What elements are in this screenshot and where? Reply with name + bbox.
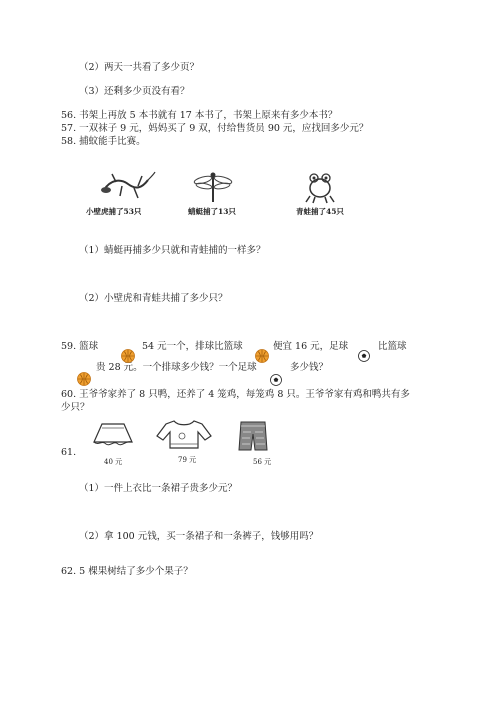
question-60-line1: 60. 王爷爷家养了 8 只鸭，还养了 4 笼鸡，每笼鸡 8 只。王爷爷家有鸡和鸭共有多 — [61, 389, 410, 400]
dragonfly-caption: 蜻蜓捕了13只 — [188, 207, 236, 216]
question-62: 62. 5 棵果树结了多少个果子？ — [61, 566, 193, 577]
pants-illustration — [238, 420, 268, 452]
basketball-icon — [121, 349, 135, 363]
q55-sub2: （2）两天一共看了多少页？ — [79, 62, 200, 73]
basketball-icon — [77, 372, 91, 386]
shirt-price: 79 元 — [178, 456, 197, 464]
question-57: 57. 一双袜子 9 元，妈妈买了 9 双，付给售货员 90 元，应找回多少元？ — [61, 123, 369, 134]
question-58-sub2: （2）小壁虎和青蛙共捕了多少只？ — [79, 293, 228, 304]
question-61-sub2: （2）拿 100 元钱，买一条裙子和一条裤子，钱够用吗？ — [79, 531, 319, 542]
q55-sub3: （3）还剩多少页没有看？ — [79, 86, 190, 97]
question-59-part5: 贵 28 元。一个排球多少钱？一个足球 — [96, 362, 257, 373]
frog-illustration — [303, 170, 337, 204]
shirt-illustration — [156, 418, 212, 450]
question-58-title: 58. 捕蚊能手比赛。 — [61, 136, 146, 147]
skirt-illustration — [90, 420, 136, 448]
question-56: 56. 书架上再放 5 本书就有 17 本书了，书架上原来有多少本书？ — [61, 110, 338, 121]
question-61-number: 61. — [61, 447, 77, 458]
question-59-part1: 59. 篮球 — [61, 341, 99, 352]
soccer-ball-icon — [270, 374, 282, 386]
skirt-price: 40 元 — [104, 458, 123, 466]
gecko-illustration — [98, 170, 156, 206]
question-59-part6: 多少钱？ — [290, 362, 329, 373]
question-59-part2: 54 元一个，排球比篮球 — [142, 341, 243, 352]
gecko-caption: 小壁虎捕了53只 — [86, 207, 142, 216]
pants-price: 56 元 — [253, 458, 272, 466]
soccer-ball-icon — [358, 350, 370, 362]
question-59-part4: 比篮球 — [378, 341, 407, 352]
basketball-icon — [255, 349, 269, 363]
frog-caption: 青蛙捕了45只 — [296, 207, 344, 216]
dragonfly-illustration — [193, 170, 233, 204]
question-59-part3: 便宜 16 元，足球 — [273, 341, 349, 352]
question-61-sub1: （1）一件上衣比一条裙子贵多少元？ — [79, 483, 238, 494]
question-58-sub1: （1）蜻蜓再捕多少只就和青蛙捕的一样多？ — [79, 245, 266, 256]
question-60-line2: 少只？ — [61, 402, 90, 413]
